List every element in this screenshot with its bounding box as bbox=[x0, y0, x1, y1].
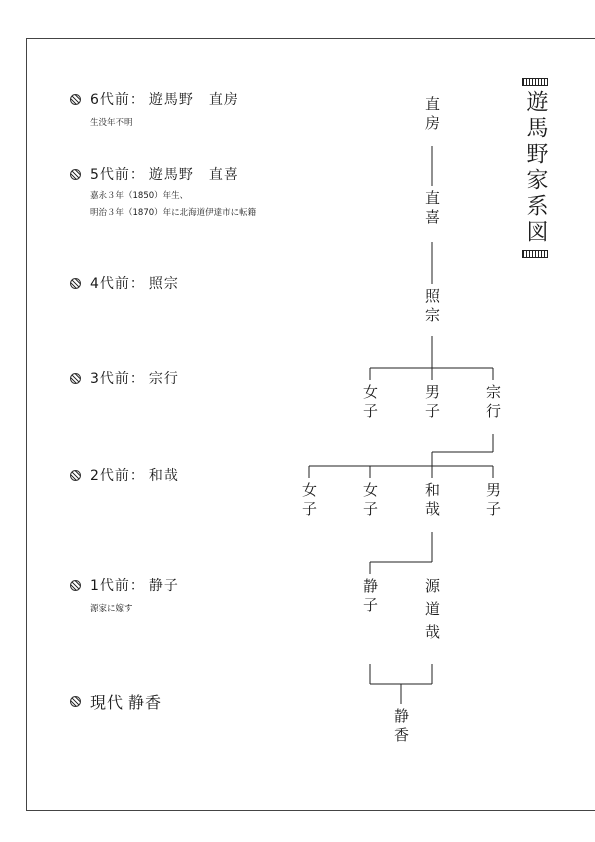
generation-separator: ： bbox=[129, 167, 145, 183]
generation-note: 嘉永３年（1850）年生、 bbox=[90, 191, 189, 201]
generation-separator: ： bbox=[129, 468, 145, 484]
tree-node-g2-daughter-2: 女子 bbox=[361, 482, 379, 520]
generation-separator: ： bbox=[129, 578, 145, 594]
tree-node-muneyuki: 宗行 bbox=[484, 384, 502, 422]
tree-node-shizuka: 静香 bbox=[392, 708, 410, 746]
generation-name: 遊馬野 直喜 bbox=[148, 167, 239, 183]
generation-label: 現代 bbox=[90, 693, 125, 712]
tree-node-spouse: 源道哉 bbox=[423, 578, 441, 647]
tree-node-g3-daughter: 女子 bbox=[361, 384, 379, 422]
generation-name: 遊馬野 直房 bbox=[148, 92, 239, 108]
tree-node-kazuya: 和哉 bbox=[423, 482, 441, 520]
generation-label: 5代前 bbox=[90, 167, 130, 183]
generation-name: 照宗 bbox=[148, 276, 179, 292]
generation-label: 1代前 bbox=[90, 578, 130, 594]
generation-separator: ： bbox=[129, 92, 145, 108]
generation-separator: ： bbox=[129, 276, 145, 292]
generation-name: 静香 bbox=[128, 693, 163, 712]
generation-label: 6代前 bbox=[90, 92, 130, 108]
generation-label: 3代前 bbox=[90, 371, 130, 387]
tree-node-g3-son: 男子 bbox=[423, 384, 441, 422]
generation-label: 4代前 bbox=[90, 276, 130, 292]
tree-node-naoki: 直喜 bbox=[423, 190, 441, 228]
generation-name: 宗行 bbox=[148, 371, 179, 387]
tree-node-shizuko: 静子 bbox=[361, 578, 379, 616]
generation-note: 明治３年（1870）年に北海道伊達市に転籍 bbox=[90, 208, 257, 218]
tree-node-naofusa: 直房 bbox=[423, 96, 441, 134]
tree-node-terumune: 照宗 bbox=[423, 288, 441, 326]
generation-note: 生没年不明 bbox=[90, 118, 133, 128]
generation-name: 和哉 bbox=[148, 468, 179, 484]
generation-separator: ： bbox=[129, 371, 145, 387]
tree-node-g2-daughter-1: 女子 bbox=[300, 482, 318, 520]
generation-note: 源家に嫁す bbox=[90, 604, 133, 614]
tree-node-g2-son: 男子 bbox=[484, 482, 502, 520]
generation-name: 静子 bbox=[148, 578, 179, 594]
generation-label: 2代前 bbox=[90, 468, 130, 484]
title-text: 遊馬野家系図 bbox=[523, 90, 548, 246]
